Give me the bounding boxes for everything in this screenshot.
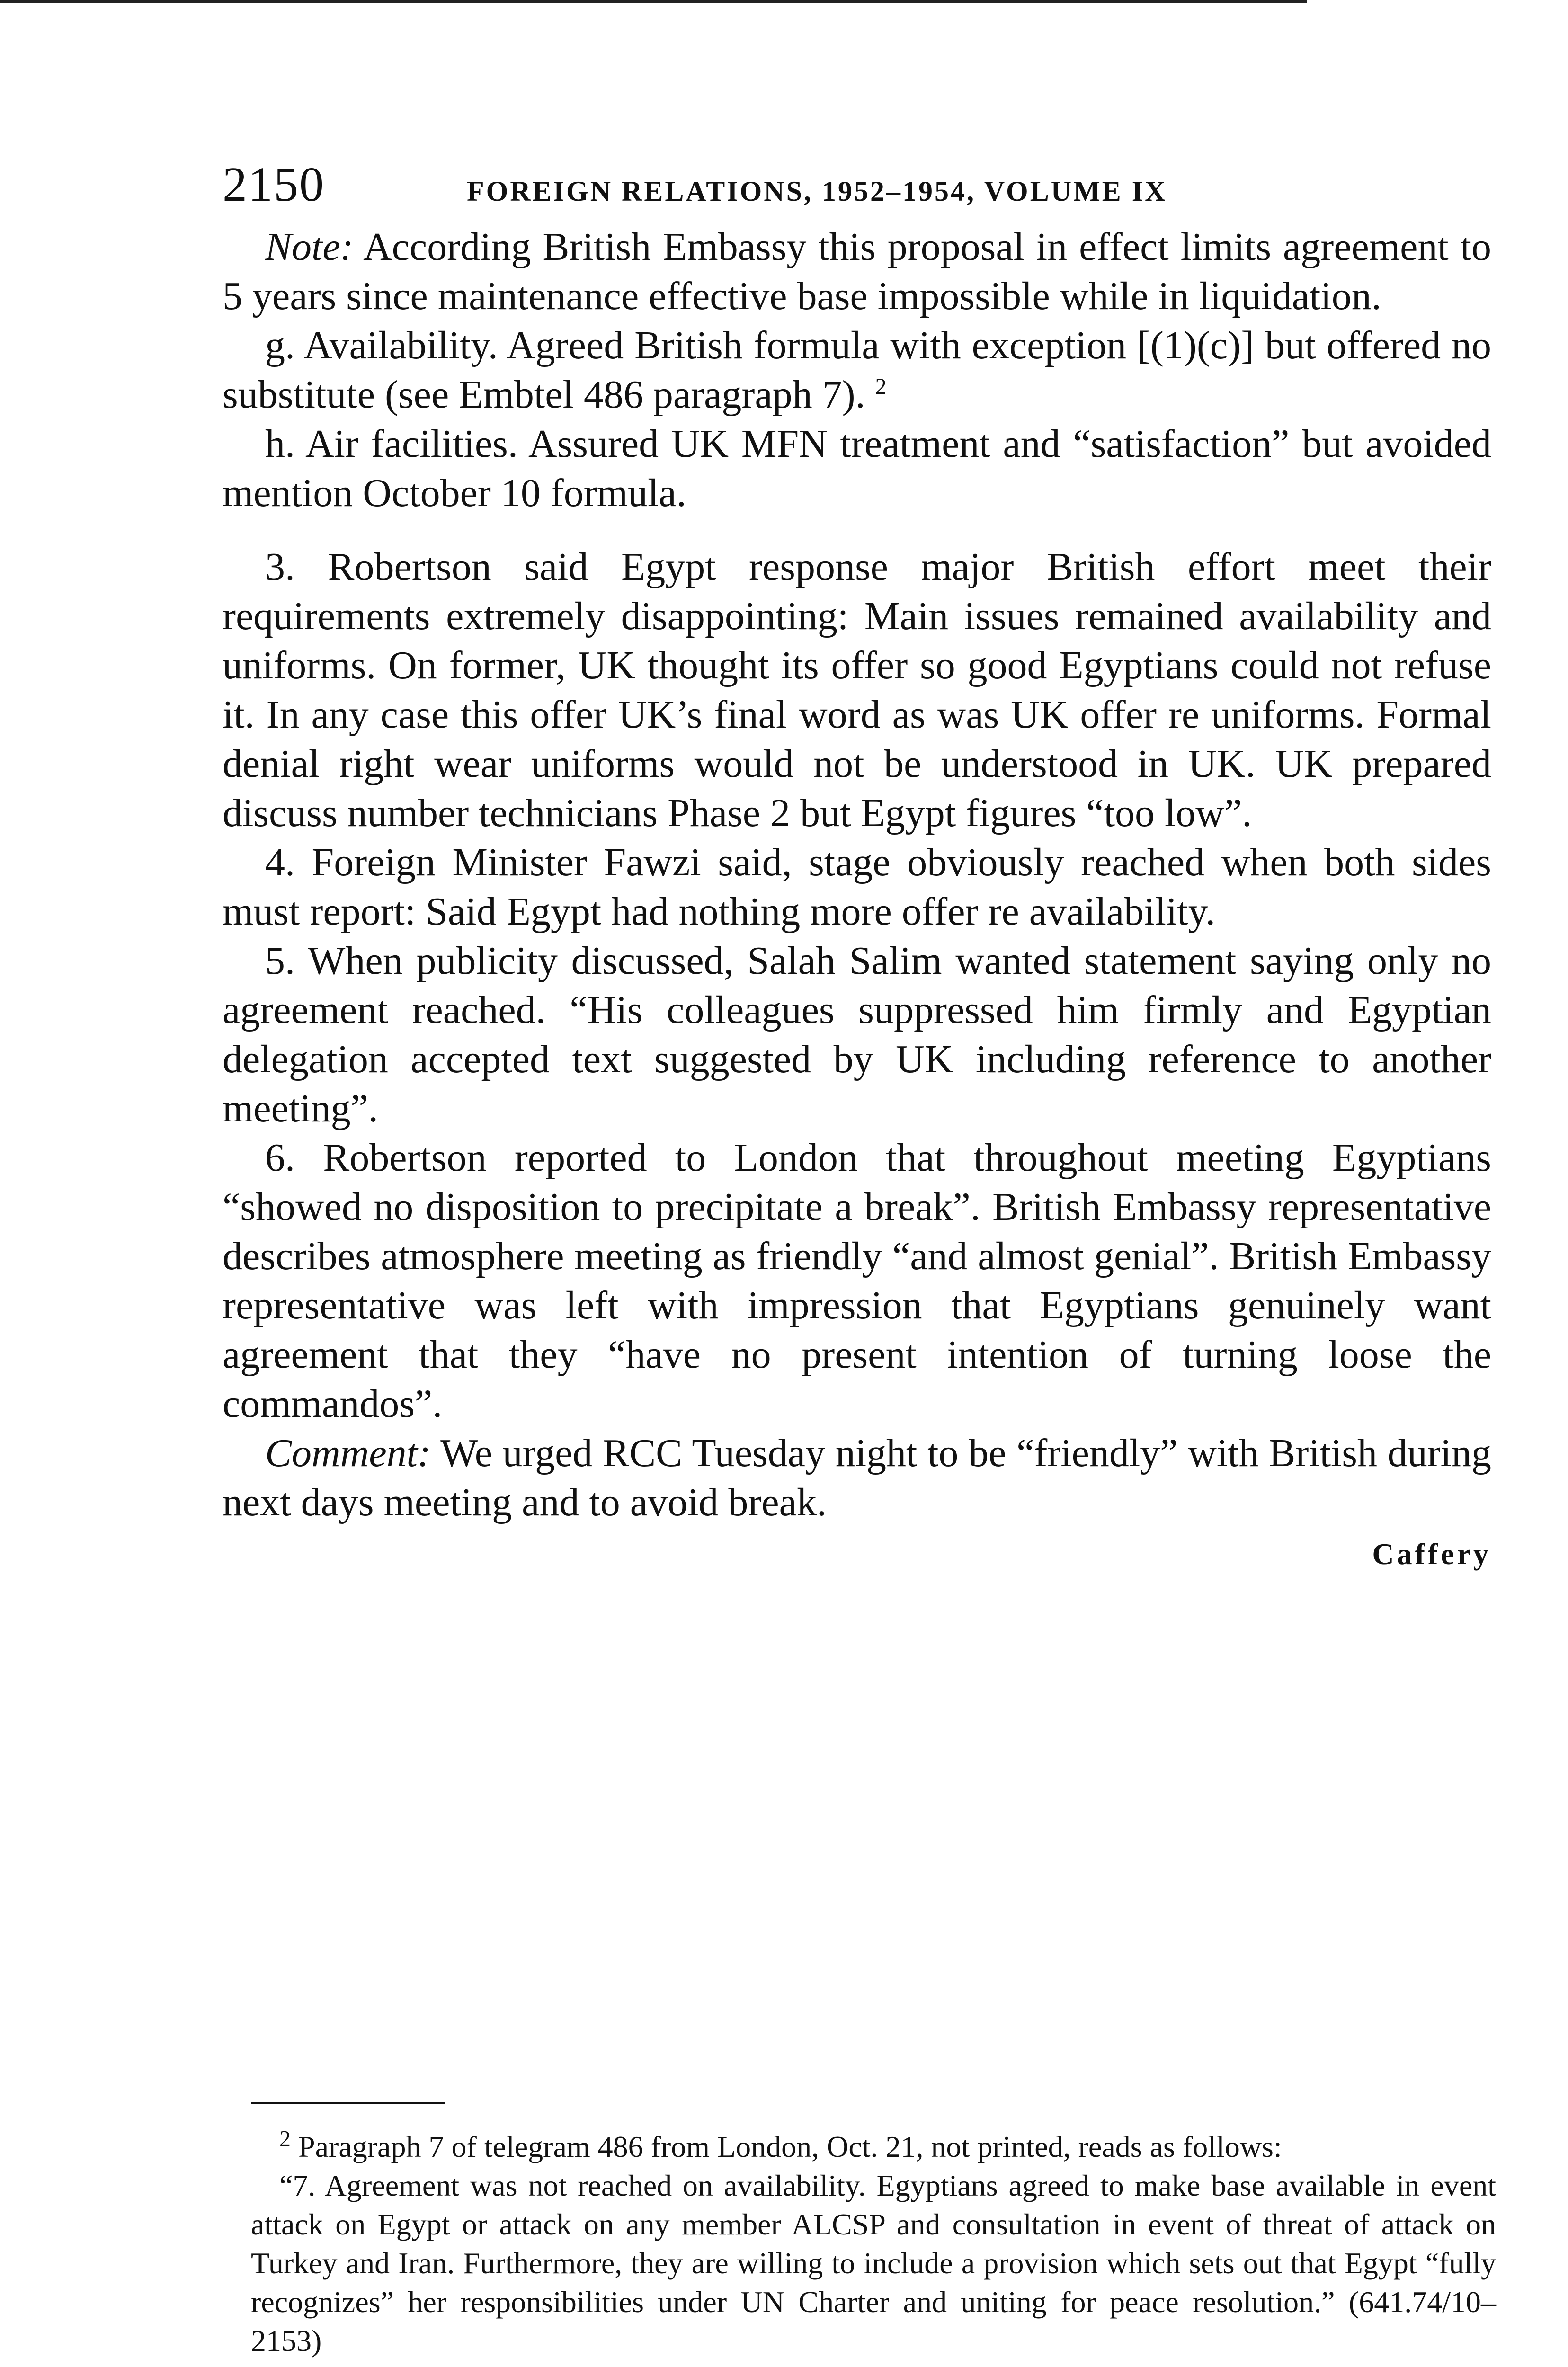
comment-label: Comment: (265, 1431, 431, 1475)
signature: Caffery (1372, 1537, 1491, 1571)
paragraph-5: 5. When publicity discussed, Salah Salim wanted statement saying only no agreement reached. “His colleagues suppressed him firmly and Egyptian delegation accepted text suggested by UK including reference to another meeting”. (223, 939, 1491, 1130)
footnote-rule (251, 2102, 445, 2104)
running-head: FOREIGN RELATIONS, 1952–1954, VOLUME IX (467, 176, 1167, 207)
page-top-edge-line (0, 0, 1307, 3)
note-paragraph (223, 222, 1491, 321)
item-g-paragraph (223, 321, 1491, 419)
comment-paragraph (223, 1429, 1491, 1527)
footnotes (251, 2102, 1496, 2360)
paragraph-6: 6. Robertson reported to London that throughout meeting Egyptians “showed no disposition to precipitate a break”. British Embassy representative describes atmosphere meeting as friendly “and almost genial”. British Embassy representative was left with impression that Egyptians genuinely want agreement that they “have no present intention of turning loose the commandos”. (223, 1136, 1491, 1426)
page-header (223, 156, 1491, 213)
page-number: 2150 (223, 157, 325, 212)
item-h-paragraph: h. Air facilities. Assured UK MFN treatment and “satisfaction” but avoided mention October 10 formula. (223, 422, 1491, 515)
footnote-2-intro (251, 2127, 1496, 2166)
item-g-text: g. Availability. Agreed British formula with exception [(1)(c)] but offered no substitute (see Embtel 486 paragraph 7). (223, 323, 1491, 417)
paragraph-4: 4. Foreign Minister Fawzi said, stage obviously reached when both sides must report: Said Egypt had nothing more offer re availability. (223, 840, 1491, 934)
document-page (223, 156, 1491, 1572)
footnote-2-marker: 2 (279, 2126, 291, 2152)
footnote-ref-2: 2 (875, 374, 887, 399)
note-text: According British Embassy this proposal in effect limits agreement to 5 years since maintenance effective base impossible while in liquidation. (223, 225, 1491, 318)
paragraph-3: 3. Robertson said Egypt response major British effort meet their requirements extremely disappointing: Main issues remained availability and uniforms. On former, UK thought its offer so good Egyptians could not refuse it. In any case this offer UK’s final word as was UK offer re uniforms. Formal denial right wear uniforms would not be understood in UK. UK prepared discuss number technicians Phase 2 but Egypt figures “too low”. (223, 545, 1491, 835)
note-label: Note: (265, 225, 354, 269)
footnote-2-quote: “7. Agreement was not reached on availability. Egyptians agreed to make base available in event attack on Egypt or attack on any member ALCSP and consultation in event of threat of attack on Turkey and Iran. Furthermore, they are willing to include a provision which sets out that Egypt “fully recognizes” her responsibilities under UN Charter and uniting for peace resolution.” (641.74/10–2153) (251, 2169, 1496, 2358)
footnote-2-intro-text: Paragraph 7 of telegram 486 from London, Oct. 21, not printed, reads as follows: (298, 2130, 1282, 2163)
comment-text: We urged RCC Tuesday night to be “friendly” with British during next days meeting and to avoid break. (223, 1431, 1492, 1524)
body-text (223, 222, 1491, 1572)
